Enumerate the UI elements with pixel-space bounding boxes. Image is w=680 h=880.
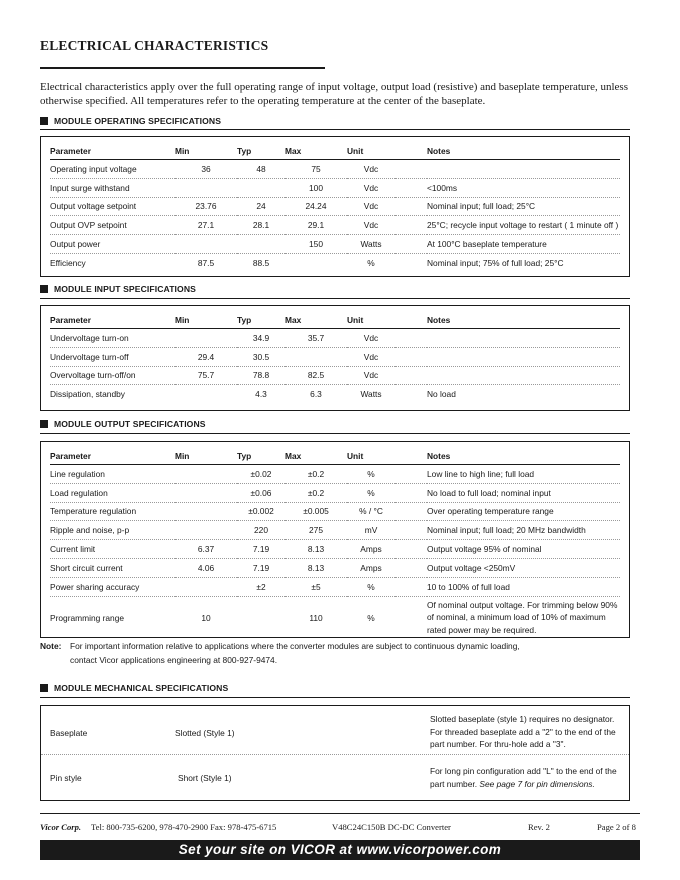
table-row xyxy=(50,347,620,366)
cell-max: 82.5 xyxy=(285,366,347,385)
table-row xyxy=(50,465,620,484)
cell-min: 6.37 xyxy=(175,540,237,559)
note-label: Note: xyxy=(40,641,62,651)
cell-min: 4.06 xyxy=(175,558,237,577)
table-row xyxy=(50,502,620,521)
table-header-row xyxy=(50,311,620,329)
cell-min: 36 xyxy=(175,160,237,179)
cell-parameter: Operating input voltage xyxy=(50,160,175,179)
cell-typ: 220 xyxy=(237,521,285,540)
cell-parameter: Programming range xyxy=(50,612,125,623)
cell-typ: 28.1 xyxy=(237,216,285,235)
column-gap xyxy=(395,311,427,329)
website-banner[interactable]: Set your site on VICOR at www.vicorpower.com xyxy=(40,840,640,860)
mechanical-spec-box xyxy=(40,705,630,801)
column-gap xyxy=(395,596,427,639)
note-line-1: For important information relative to applications where the converter modules are subject to continuous dynamic loading, xyxy=(70,641,520,651)
cell-min xyxy=(175,465,237,484)
cell-max: 24.24 xyxy=(285,197,347,216)
input-spec-table xyxy=(50,311,620,403)
section-rule xyxy=(40,129,630,130)
cell-typ: ±0.002 xyxy=(237,502,285,521)
cell-min xyxy=(175,577,237,596)
cell-typ: 48 xyxy=(237,160,285,179)
table-row xyxy=(50,596,620,639)
cell-parameter: Undervoltage turn-on xyxy=(50,329,175,348)
cell-unit: Vdc xyxy=(347,329,395,348)
column-header-notes: Notes xyxy=(427,311,620,329)
column-header-max: Max xyxy=(285,142,347,160)
cell-notes: At 100°C baseplate temperature xyxy=(427,235,620,254)
cell-notes: <100ms xyxy=(427,178,620,197)
column-gap xyxy=(395,447,427,465)
cell-max: ±0.2 xyxy=(285,465,347,484)
column-gap xyxy=(395,178,427,197)
column-gap xyxy=(395,253,427,271)
table-row xyxy=(50,521,620,540)
cell-notes xyxy=(427,160,620,179)
cell-unit: % xyxy=(347,465,395,484)
section-rule xyxy=(40,433,630,434)
mechanical-row-pin-style xyxy=(41,765,629,795)
cell-notes: Output voltage <250mV xyxy=(427,558,620,577)
cell-unit: Vdc xyxy=(347,347,395,366)
cell-max: 275 xyxy=(285,521,347,540)
cell-typ: 88.5 xyxy=(252,257,270,268)
title-underline xyxy=(40,67,325,69)
column-header-min: Min xyxy=(175,142,237,160)
cell-unit: Vdc xyxy=(347,366,395,385)
cell-typ: 7.19 xyxy=(237,558,285,577)
cell-unit: % xyxy=(347,483,395,502)
footer xyxy=(40,822,640,836)
column-header-min: Min xyxy=(175,311,237,329)
column-gap xyxy=(395,216,427,235)
cell-typ: 30.5 xyxy=(237,347,285,366)
cell-min xyxy=(175,521,237,540)
cell-notes: Nominal input; full load; 20 MHz bandwidth xyxy=(427,521,620,540)
bullet-square-icon xyxy=(40,420,48,428)
table-row xyxy=(50,558,620,577)
bullet-square-icon xyxy=(40,117,48,125)
cell-min: 27.1 xyxy=(175,216,237,235)
table-header-row xyxy=(50,142,620,160)
cell-min: 29.4 xyxy=(175,347,237,366)
section-rule xyxy=(40,298,630,299)
column-header-unit: Unit xyxy=(347,142,395,160)
cell-typ xyxy=(237,596,285,639)
page-title: ELECTRICAL CHARACTERISTICS xyxy=(40,38,269,53)
cell-unit: Vdc xyxy=(347,216,395,235)
cell-typ: ±0.02 xyxy=(237,465,285,484)
cell-typ xyxy=(237,178,285,197)
cell-max xyxy=(285,253,347,271)
table-row xyxy=(50,160,620,179)
mechanical-parameter: Baseplate xyxy=(50,728,88,738)
cell-unit: % xyxy=(367,612,375,623)
column-header-min: Min xyxy=(175,447,237,465)
cell-min xyxy=(175,483,237,502)
cell-typ: 34.9 xyxy=(237,329,285,348)
cell-unit: % xyxy=(347,577,395,596)
cell-notes: Nominal input; full load; 25°C xyxy=(427,197,620,216)
cell-parameter: Load regulation xyxy=(50,483,175,502)
footer-company: Vicor Corp. xyxy=(40,822,82,832)
cell-max: 29.1 xyxy=(285,216,347,235)
cell-parameter: Output voltage setpoint xyxy=(50,197,175,216)
bullet-square-icon xyxy=(40,684,48,692)
cell-parameter: Undervoltage turn-off xyxy=(50,347,175,366)
output-heading-text: MODULE OUTPUT SPECIFICATIONS xyxy=(54,419,206,429)
mechanical-notes xyxy=(430,765,625,790)
column-gap xyxy=(395,483,427,502)
cell-unit: Vdc xyxy=(347,178,395,197)
column-gap xyxy=(395,347,427,366)
cell-typ: 78.8 xyxy=(237,366,285,385)
footer-phone: Tel: 800-735-6200, 978-470-2900 Fax: 978-475-6715 xyxy=(91,822,277,832)
cell-unit: Watts xyxy=(360,389,382,400)
cell-unit: Vdc xyxy=(347,197,395,216)
table-row xyxy=(50,253,620,271)
cell-parameter: Temperature regulation xyxy=(50,502,175,521)
cell-typ xyxy=(237,235,285,254)
column-gap xyxy=(395,142,427,160)
column-gap xyxy=(395,540,427,559)
cell-parameter: Current limit xyxy=(50,540,175,559)
cell-max: 35.7 xyxy=(285,329,347,348)
table-row xyxy=(50,178,620,197)
mechanical-row-baseplate xyxy=(41,713,629,753)
column-header-max: Max xyxy=(285,447,347,465)
cell-min: 75.7 xyxy=(175,366,237,385)
row-divider xyxy=(41,754,629,755)
column-gap xyxy=(395,521,427,540)
pin-notes-italic: See page 7 for pin dimensions. xyxy=(479,778,595,789)
cell-unit: % / °C xyxy=(347,502,395,521)
footer-rule xyxy=(40,813,640,814)
cell-unit: Amps xyxy=(347,558,395,577)
column-header-typ: Typ xyxy=(237,142,285,160)
column-header-unit: Unit xyxy=(347,311,395,329)
footer-page-number: Page 2 of 8 xyxy=(597,822,636,832)
mechanical-notes: Slotted baseplate (style 1) requires no designator. For threaded baseplate add a "2" to the end of the part number. For thru-hole add a "3". xyxy=(430,714,616,749)
table-row xyxy=(50,577,620,596)
table-row xyxy=(50,483,620,502)
column-gap xyxy=(395,385,427,403)
table-row xyxy=(50,216,620,235)
column-header-unit: Unit xyxy=(347,447,395,465)
mechanical-value: Short (Style 1) xyxy=(178,773,232,783)
cell-max: 75 xyxy=(285,160,347,179)
operating-spec-box xyxy=(40,136,630,277)
column-gap xyxy=(395,502,427,521)
cell-notes xyxy=(427,347,620,366)
column-header-parameter: Parameter xyxy=(50,142,175,160)
cell-notes: 10 to 100% of full load xyxy=(427,577,620,596)
footer-product: V48C24C150B DC-DC Converter xyxy=(332,822,451,832)
mechanical-value: Slotted (Style 1) xyxy=(175,728,235,738)
cell-typ: 24 xyxy=(237,197,285,216)
cell-parameter: Line regulation xyxy=(50,465,175,484)
column-gap xyxy=(395,577,427,596)
column-header-notes: Notes xyxy=(427,447,620,465)
column-gap xyxy=(395,558,427,577)
cell-max: 6.3 xyxy=(310,389,322,400)
cell-unit: % xyxy=(367,257,375,268)
mechanical-heading-text: MODULE MECHANICAL SPECIFICATIONS xyxy=(54,683,229,693)
cell-parameter: Dissipation, standby xyxy=(50,389,125,400)
cell-typ: 4.3 xyxy=(255,389,267,400)
table-row xyxy=(50,197,620,216)
cell-typ: ±0.06 xyxy=(237,483,285,502)
cell-max: ±0.2 xyxy=(285,483,347,502)
column-header-max: Max xyxy=(285,311,347,329)
cell-min: 87.5 xyxy=(197,257,215,268)
column-header-parameter: Parameter xyxy=(50,311,175,329)
cell-notes xyxy=(427,329,620,348)
cell-notes: Output voltage 95% of nominal xyxy=(427,540,620,559)
cell-notes: No load to full load; nominal input xyxy=(427,483,620,502)
cell-min xyxy=(175,178,237,197)
cell-parameter: Overvoltage turn-off/on xyxy=(50,366,175,385)
cell-max: 150 xyxy=(285,235,347,254)
operating-heading-text: MODULE OPERATING SPECIFICATIONS xyxy=(54,116,222,126)
column-header-notes: Notes xyxy=(427,142,620,160)
cell-max: 110 xyxy=(309,612,323,623)
cell-min xyxy=(175,235,237,254)
cell-min: 10 xyxy=(201,612,211,623)
cell-parameter: Output OVP setpoint xyxy=(50,216,175,235)
output-spec-box xyxy=(40,441,630,638)
input-spec-box xyxy=(40,305,630,411)
table-row xyxy=(50,540,620,559)
cell-min xyxy=(175,329,237,348)
loading-note xyxy=(40,640,640,667)
mechanical-parameter: Pin style xyxy=(50,773,82,783)
bullet-square-icon xyxy=(40,285,48,293)
cell-parameter: Power sharing accuracy xyxy=(50,577,175,596)
intro-paragraph: Electrical characteristics apply over the full operating range of input voltage, output load (resistive) and baseplate temperature, unless otherwise specified. All temperatures refer to the operating temperature at the center of the baseplate. xyxy=(40,81,628,107)
footer-revision: Rev. 2 xyxy=(528,822,550,832)
column-header-typ: Typ xyxy=(237,311,285,329)
cell-max: ±0.005 xyxy=(285,502,347,521)
column-header-typ: Typ xyxy=(237,447,285,465)
cell-parameter: Ripple and noise, p-p xyxy=(50,521,175,540)
column-gap xyxy=(395,329,427,348)
cell-notes: No load xyxy=(427,389,456,400)
note-line-2: contact Vicor applications engineering at 800-927-9474. xyxy=(70,654,278,665)
cell-notes: 25°C; recycle input voltage to restart ( 1 minute off ) xyxy=(427,216,620,235)
column-gap xyxy=(395,366,427,385)
pin-notes-text: For long pin configuration add "L" to the end of the part number. xyxy=(430,766,617,789)
table-row xyxy=(50,366,620,385)
cell-parameter: Efficiency xyxy=(50,257,86,268)
cell-notes: Nominal input; 75% of full load; 25°C xyxy=(427,257,564,268)
cell-notes: Of nominal output voltage. For trimming below 90% of nominal, a minimum load of 10% of maximum rated power may be required. xyxy=(427,599,618,635)
cell-notes: Over operating temperature range xyxy=(427,502,620,521)
cell-parameter: Output power xyxy=(50,235,175,254)
cell-typ: 7.19 xyxy=(237,540,285,559)
cell-max: ±5 xyxy=(285,577,347,596)
cell-min: 23.76 xyxy=(175,197,237,216)
operating-spec-table xyxy=(50,142,620,272)
table-row xyxy=(50,385,620,403)
column-header-parameter: Parameter xyxy=(50,447,175,465)
table-header-row xyxy=(50,447,620,465)
cell-min xyxy=(175,385,237,403)
cell-min xyxy=(175,502,237,521)
column-gap xyxy=(395,235,427,254)
cell-unit: Watts xyxy=(347,235,395,254)
cell-max: 8.13 xyxy=(285,558,347,577)
cell-notes xyxy=(427,366,620,385)
column-gap xyxy=(395,160,427,179)
cell-max: 8.13 xyxy=(285,540,347,559)
column-gap xyxy=(395,465,427,484)
table-row xyxy=(50,235,620,254)
input-heading-text: MODULE INPUT SPECIFICATIONS xyxy=(54,284,196,294)
cell-unit: mV xyxy=(347,521,395,540)
cell-max xyxy=(285,347,347,366)
cell-typ: ±2 xyxy=(237,577,285,596)
cell-notes: Low line to high line; full load xyxy=(427,465,620,484)
cell-max: 100 xyxy=(285,178,347,197)
section-rule xyxy=(40,697,630,698)
cell-parameter: Short circuit current xyxy=(50,558,175,577)
cell-unit: Vdc xyxy=(347,160,395,179)
cell-unit: Amps xyxy=(347,540,395,559)
table-row xyxy=(50,329,620,348)
column-gap xyxy=(395,197,427,216)
cell-parameter: Input surge withstand xyxy=(50,178,175,197)
output-spec-table xyxy=(50,447,620,639)
